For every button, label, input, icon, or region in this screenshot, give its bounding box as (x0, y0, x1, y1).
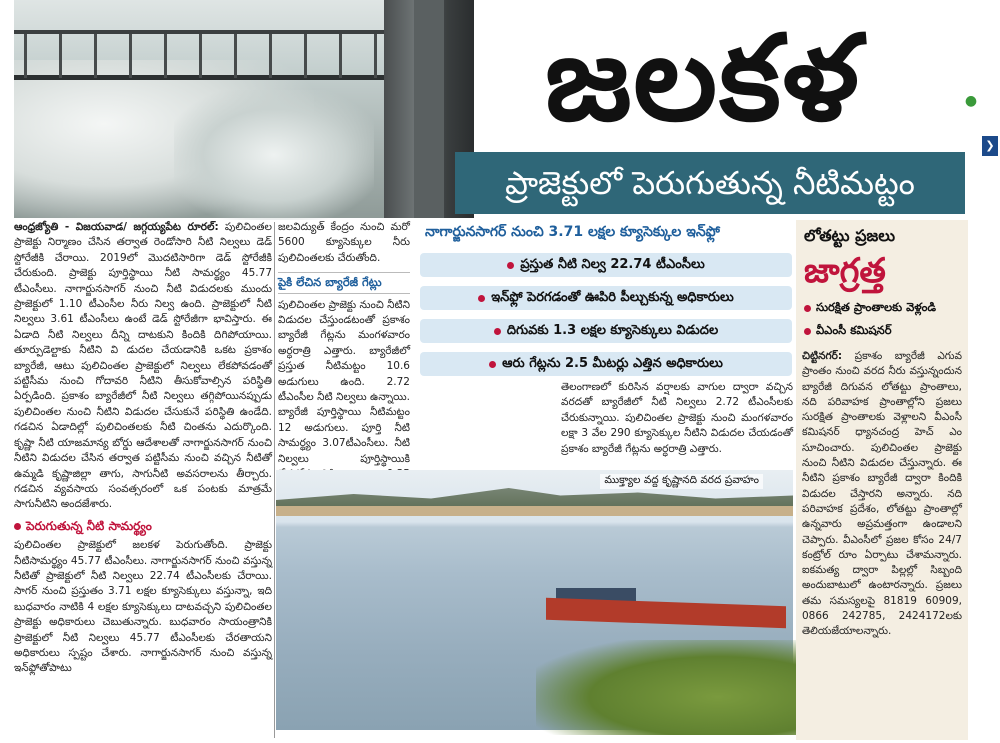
sidebar-body (796, 343, 968, 646)
inflow-headline: నాగార్జునసాగర్‌ నుంచి 3.71 లక్షల క్యూసెక్కుల ఇన్‌ఫ్లో (425, 224, 720, 240)
subheading: పైకి లేచిన బ్యారేజీ గేట్లు (278, 272, 410, 293)
subheading-text: పెరుగుతున్న నీటి సామర్థ్యం (26, 518, 152, 533)
masthead-subtitle: ప్రాజెక్టులో పెరుగుతున్న నీటిమట్టం (455, 152, 965, 214)
dredger-graphic (546, 598, 786, 628)
article-column-1 (14, 220, 272, 740)
article-column-2 (278, 220, 410, 470)
paragraph: తెలంగాణలో కురిసిన వర్షాలకు వాగుల ద్వారా వచ్చిన వరదతో బ్యారేజీలో నీటి నిల్వలు 2.72 టీఎంసీలకు చేరుకున్నాయి. పులిచింతల ప్రాజెక్టు నుంచి మంగళవారం లక్షా 3 వేల 290 క్యూసెక్కుల నీటిని విడుదల చేయడంతో ప్రకాశం బ్యారేజీ గేట్లను అర్ధరాత్రి ఎత్తారు. (561, 381, 793, 455)
highlight-pill (420, 253, 792, 277)
bullet-dot-icon (804, 305, 811, 312)
water-spray (174, 90, 374, 220)
sidebar-headline: జాగ్రత్త (804, 251, 886, 291)
sidebar-box (796, 220, 968, 740)
bullet-dot-icon (478, 295, 485, 302)
photo-caption: ముక్త్యాల వద్ద కృష్ణానది వరద ప్రవాహం (600, 474, 763, 489)
highlight-text: ఆరు గేట్లను 2.5 మీటర్లు ఎత్తిన అధికారులు (502, 356, 723, 371)
sidebar-bullet (796, 320, 968, 343)
river-photo (276, 470, 793, 730)
highlight-text: ఇన్‌ఫ్లో పెరగడంతో ఊపిరి పీల్చుకున్న అధికారులు (491, 290, 734, 305)
column-divider (274, 222, 275, 738)
bullet-dot-icon (804, 328, 811, 335)
subheading (14, 519, 272, 534)
highlight-pill (420, 352, 792, 376)
bridge-graphic (14, 30, 394, 80)
hero-photo (14, 0, 474, 218)
paragraph: పులిచింతల ప్రాజెక్టులో జలకళ పెరుగుతోంది. ప్రాజెక్టు నీటిసామర్థ్యం 45.77 టీఎంసీలు. నాగార్జునసాగర్‌ నుంచి వస్తున్న నీటితో ప్రాజెక్టులో నీటి నిల్వలు 22.74 టీఎంసీలకు చేరాయి. సాగర్‌ నుంచి ప్రస్తుతం 3.71 లక్షల క్యూసెక్కులు వస్తున్నా, ఇది బుధవారం నాటికి 4 లక్షల క్యూసెక్కులు దాటవచ్చని పులిచింతల ప్రాజెక్టు అధికారులు చెబుతున్నారు. బుధవారం సాయంత్రానికి ప్రాజెక్టులో నీటి నిల్వలు 45.77 టీఎంసీలకు చేరతాయని అధికారులు స్పష్టం చేశారు. నాగార్జునసాగర్‌ నుంచి వస్తున్న ఇన్‌ఫ్లోతోపాటు (14, 539, 272, 675)
share-icon[interactable]: ● (964, 93, 978, 109)
sidebar-bullet (796, 297, 968, 320)
green-bank (536, 640, 796, 735)
highlight-pill (420, 319, 792, 343)
sidebar-bullet-text: వీఎంసీ కమిషనర్‌ (816, 323, 892, 337)
river-bank (276, 506, 793, 516)
sidebar-kicker: లోతట్టు ప్రజలు (804, 226, 896, 245)
highlight-text: ప్రస్తుత నీటి నిల్వ 22.74 టీఎంసీలు (520, 257, 705, 272)
bullet-dot-icon (14, 523, 21, 530)
masthead-title: జలకళ (545, 9, 861, 147)
paragraph: పులిచింతల ప్రాజెక్టు నిర్మాణం చేసిన తర్వాత రెండోసారి నీటి నిల్వలు డెడ్‌ స్టోరేజీకి చేరాయి. 2019లో మొదటిసారిగా డెడ్‌ స్టోరేజీకి చేరుకుంది. ప్రాజెక్టు పూర్తిస్థాయి నీటి సామర్థ్యం 45.77 టీఎంసీలు. నాగార్జునసాగర్‌ నుంచి నీటి విడుదలకు ముందు ప్రాజెక్టులో 1.10 టీఎంసీల నీరు నిల్వ ఉంది. ప్రాజెక్టులో నీటి నిల్వలు 3.61 టీఎంసీలు ఉంటే డెడ్‌ స్టోరేజీగా భావిస్తారు. ఈ ఏడాది నీటి నిల్వలు దీన్ని దాటకుని కిందికి దిగిపోయాయి. తూర్పుడెల్టాకు నీటిని వి డుదల చేయడానికి ఒకట ప్రకాశం బ్యారేజీ, ఆటు పులిచింతల ప్రాజెక్టులో నిల్వలు లేకపోవడంతో పట్టిసీమ నుంచి గోదావరి నీటిని తీసుకోవాల్సిన పరిస్థితి ఏర్పడింది. ప్రకాశం బ్యారేజీలో నీటి నిల్వలు తగ్గిపోయినప్పుడు పులిచింతల నుంచి నీటిని విడుదల చేసుకునే పరిస్థితి ఉండేది. గడచిన ఏడాదిల్లో పులిచింతలకు నీటి చింతను ఎదుర్కొంది. కృష్ణా నీటి యాజమాన్య బోర్డు ఆదేశాలతో నాగార్జునసాగర్‌ నుంచి నీటిని విడుదల చేసిన తర్వాత పట్టిసీమ నుంచి వచ్చిన నీటితో ఉమ్మడి కృష్ణాజిల్లా తాగు, సాగునీటి అవసరాలను తీర్చారు. గడచిన వ్యవసాయ సంవత్సరంలో ఒక పంటకు మాత్రమే సాగునీటిని అందజేశారు. (14, 221, 272, 511)
bullet-dot-icon (494, 328, 501, 335)
bullet-dot-icon (489, 361, 496, 368)
sidebar-text: ప్రకాశం బ్యారేజీ ఎగువ ప్రాంతం నుంచి వరద నీరు వస్తున్నందున బ్యారేజీ దిగువన లోతట్టు ప్రాంతాలు, నది పరివాహక ప్రాంతాల్లోని ప్రజలు సురక్షిత ప్రాంతాలకు వెళ్లాలని వీఎంసీ కమిషనర్‌ ధ్యానచంద్ర హెచ్‌ ఎం సూచించారు. పులిచింతల ప్రాజెక్టు నుంచి నీటిని విడుదల చేస్తున్నారు. ఈ నీటిని ప్రకాశం బ్యారేజీ ద్వారా కిందికి విడుదల చేస్తారని అన్నారు. నది పరివాహక ప్రదేశం, లోతట్టు ప్రాంతాల్లో ఉన్నవారు అప్రమత్తంగా ఉండాలని చెప్పారు. వీఎంసీలో ప్రజల కోసం 24/7 కంట్రోల్‌ రూం ఏర్పాటు చేశామన్నారు. ఐకమత్య ద్వారా పిల్లల్లో సిబ్బంది అందుబాటులో ఉంటారన్నారు. ప్రజలు తమ సమస్యలపై 81819 60909, 0866 242785, 2424172లకు తెలియజేయాలన్నారు. (802, 350, 963, 638)
paragraph: జలవిద్యుత్‌ కేంద్రం నుంచి మరో 5600 క్యూసెక్కుల నీరు పులిచింతలకు చేరుతోంది. (278, 221, 410, 264)
byline: ఆంధ్రజ్యోతి - విజయవాడ/ జగ్గయ్యపేట రూరల్‌: (14, 221, 219, 233)
paragraph: పులిచింతల ప్రాజెక్టు నుంచి నీటిని విడుదల చేస్తుండటంతో ప్రకాశం బ్యారేజీ గేట్లను మంగళవారం అర్ధరాత్రి ఎత్తారు. బ్యారేజీలో ప్రస్తుత నీటిమట్టం 10.6 అడుగులు ఉంది. 2.72 టీఎంసీల నీటి నిల్వలు ఉన్నాయి. బ్యారేజీ పూర్తిస్థాయి నీటిమట్టం 12 అడుగులు. పూర్తి నీటి సామర్థ్యం 3.07టీఎంసీలు. నీటి నిల్వలు పూర్తిస్థాయికి (278, 298, 411, 465)
highlight-pill (420, 286, 792, 310)
article-column-3 (561, 380, 793, 465)
next-arrow-icon[interactable]: ❯ (982, 136, 998, 156)
bullet-dot-icon (507, 262, 514, 269)
sidebar-dateline: చిట్టినగర్‌: (802, 350, 843, 362)
sidebar-bullet-text: సురక్షిత ప్రాంతాలకు వెళ్లండి (816, 300, 937, 314)
highlight-text: దిగువకు 1.3 లక్షల క్యూసెక్కులు విడుదల (506, 323, 719, 338)
